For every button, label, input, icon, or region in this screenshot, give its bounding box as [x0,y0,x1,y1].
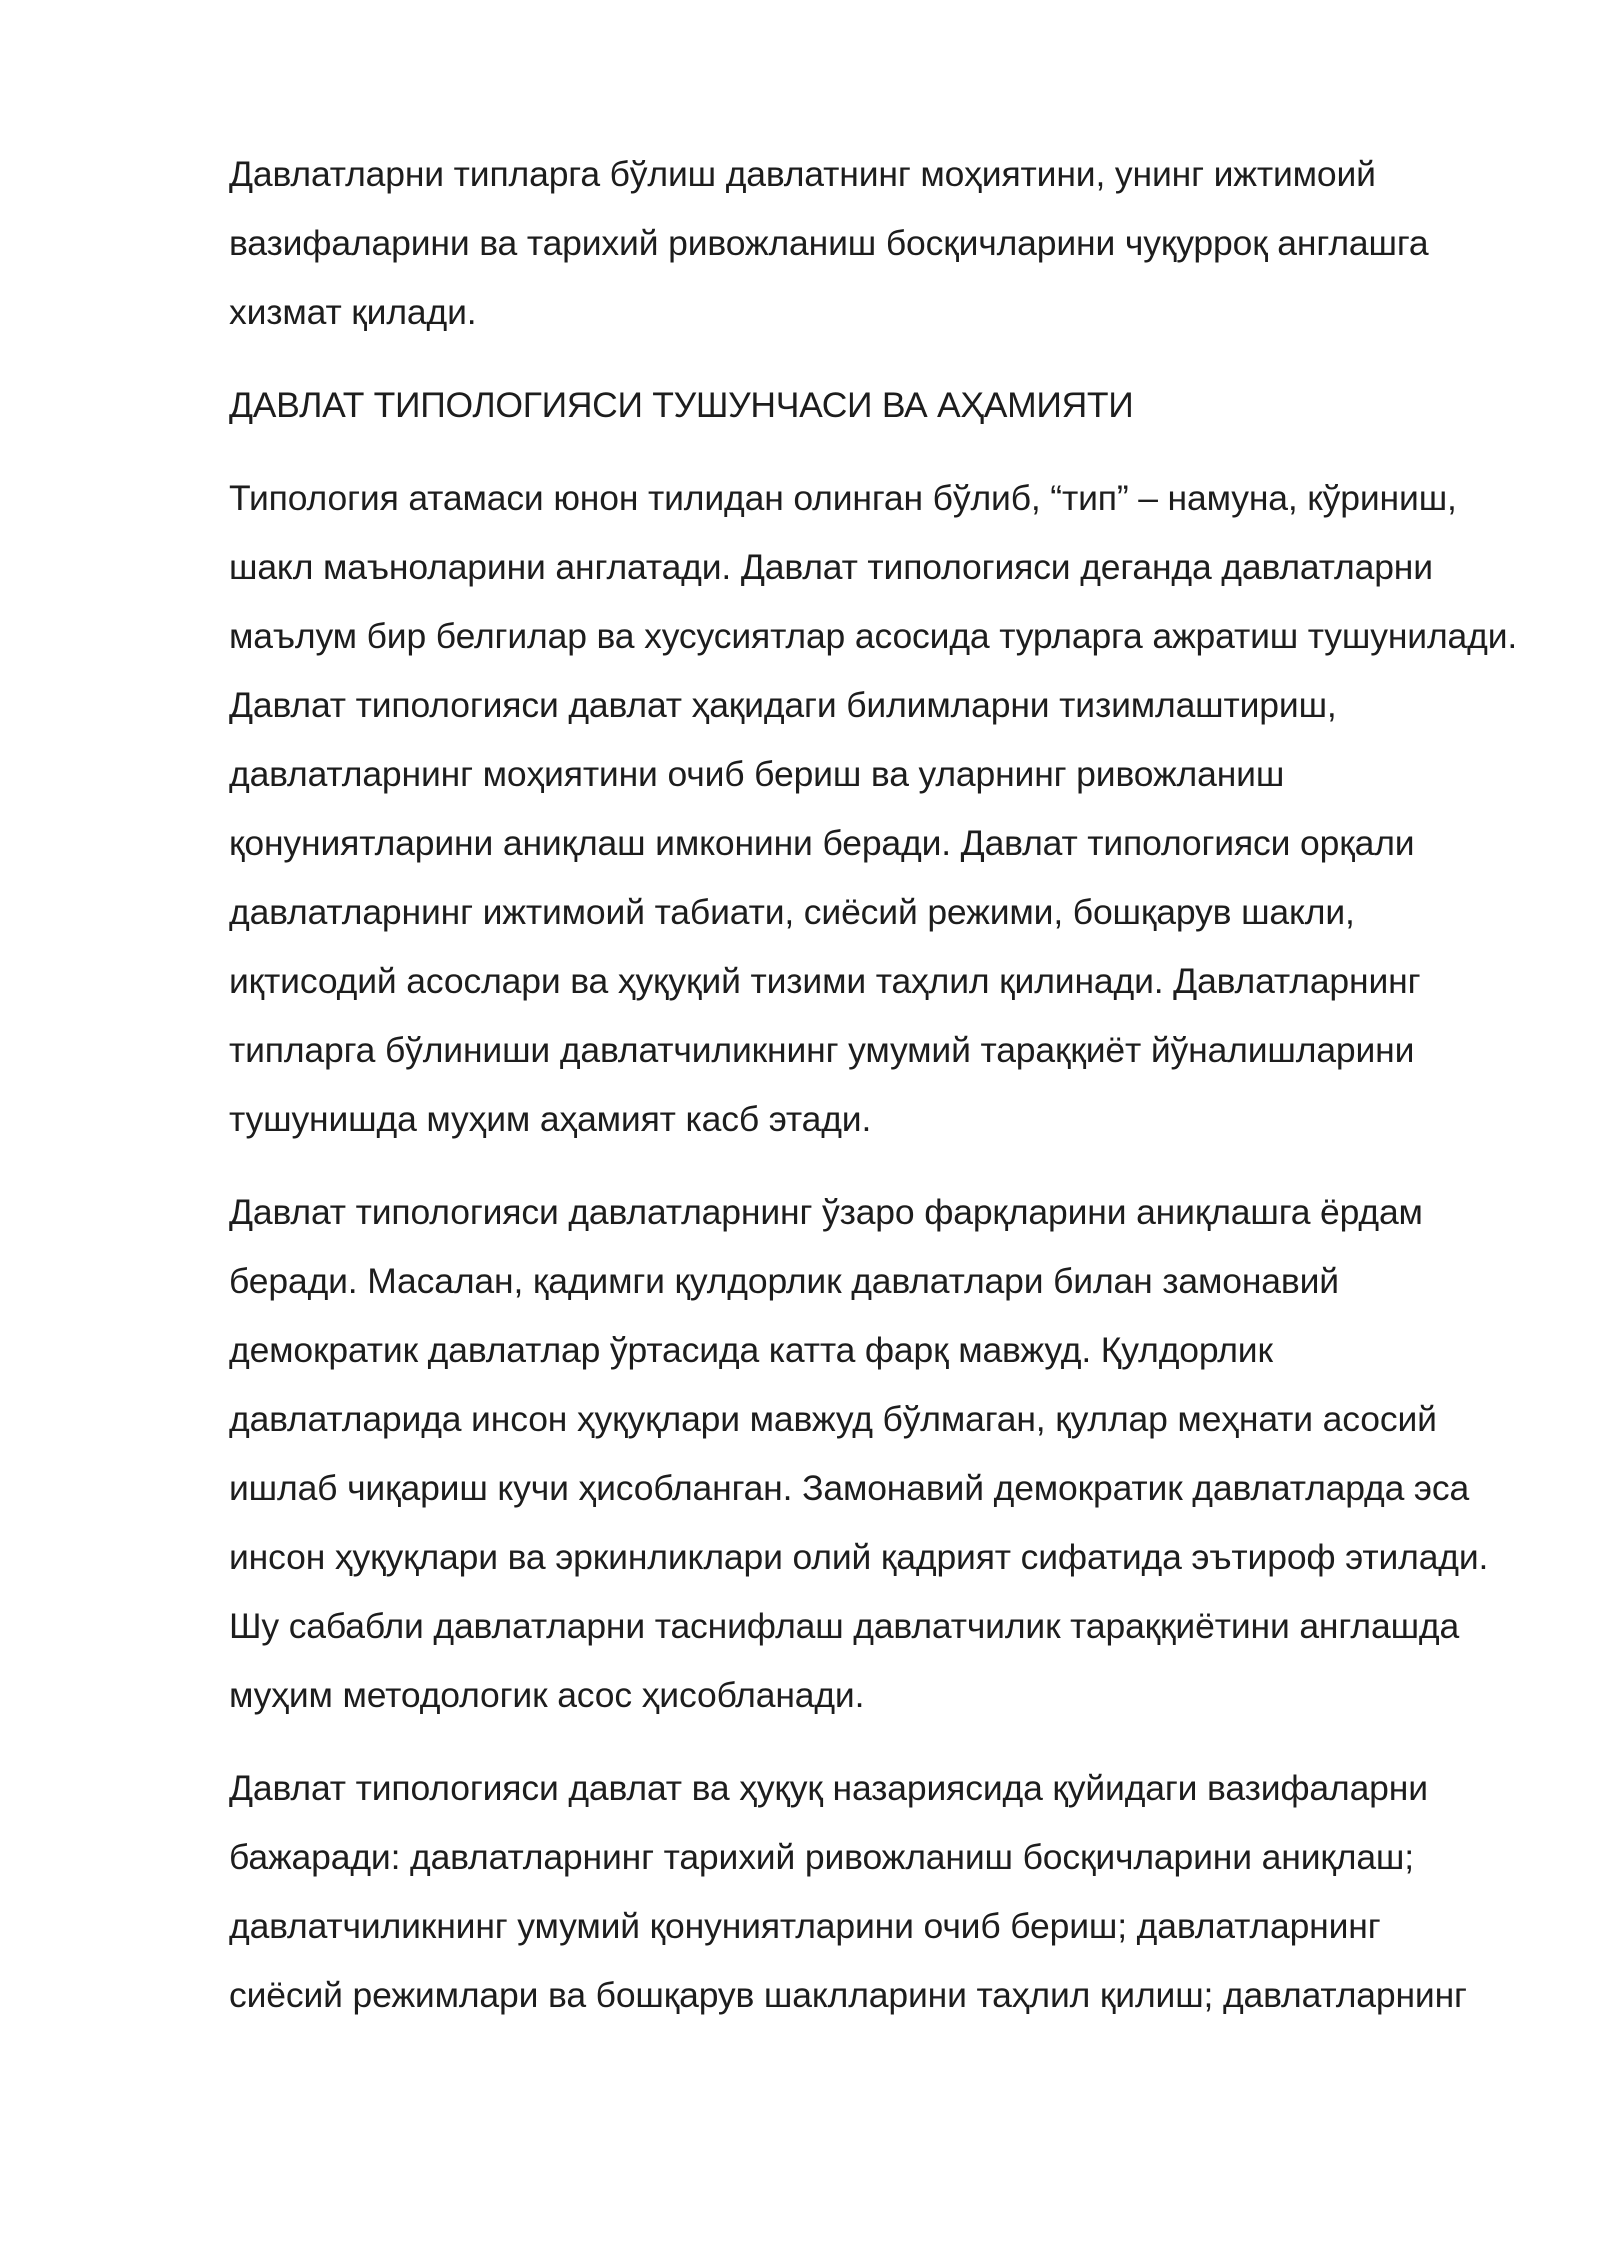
text-line: маълум бир белгилар ва хусусиятлар асосида турларга ажратиш тушунилади. [229,616,1518,656]
text-line: инсон ҳуқуқлари ва эркинликлари олий қадрият сифатида эътироф этилади. [229,1537,1489,1577]
text-line: қонуниятларини аниқлаш имконини беради. Давлат типологияси орқали [229,823,1415,863]
paragraph-3 [229,1754,1470,2030]
section-heading [229,371,1470,440]
intro-paragraph [229,140,1470,347]
paragraph-1 [229,464,1518,1154]
text-line: хизмат қилади. [229,292,477,332]
heading-text: ДАВЛАТ ТИПОЛОГИЯСИ ТУШУНЧАСИ ВА АҲАМИЯТИ [229,385,1134,425]
text-line: давлатчиликнинг умумий қонуниятларини очиб бериш; давлатларнинг [229,1906,1381,1946]
text-line: Шу сабабли давлатларни таснифлаш давлатчилик тараққиётини англашда [229,1606,1460,1646]
text-line: Давлат типологияси давлат ва ҳуқуқ назариясида қуйидаги вазифаларни [229,1768,1428,1808]
text-line: давлатларнинг моҳиятини очиб бериш ва уларнинг ривожланиш [229,754,1285,794]
text-line: давлатларнинг ижтимоий табиати, сиёсий режими, бошқарув шакли, [229,892,1355,932]
text-line: муҳим методологик асос ҳисобланади. [229,1675,865,1715]
text-line: тушунишда муҳим аҳамият касб этади. [229,1099,872,1139]
text-line: Типология атамаси юнон тилидан олинган бўлиб, “тип” – намуна, кўриниш, [229,478,1457,518]
text-line: типларга бўлиниши давлатчиликнинг умумий тараққиёт йўналишларини [229,1030,1415,1070]
text-line: ишлаб чиқариш кучи ҳисобланган. Замонавий демократик давлатларда эса [229,1468,1470,1508]
text-line: демократик давлатлар ўртасида катта фарқ мавжуд. Қулдорлик [229,1330,1273,1370]
text-line: Давлат типологияси давлат ҳақидаги билимларни тизимлаштириш, [229,685,1337,725]
text-line: иқтисодий асослари ва ҳуқуқий тизими таҳлил қилинади. Давлатларнинг [229,961,1421,1001]
text-line: давлатларида инсон ҳуқуқлари мавжуд бўлмаган, қуллар меҳнати асосий [229,1399,1437,1439]
paragraph-2 [229,1178,1489,1730]
text-line: Давлат типологияси давлатларнинг ўзаро фарқларини аниқлашга ёрдам [229,1192,1423,1232]
text-line: бажаради: давлатларнинг тарихий ривожланиш босқичларини аниқлаш; [229,1837,1414,1877]
text-line: Давлатларни типларга бўлиш давлатнинг моҳиятини, унинг ижтимоий [229,154,1376,194]
text-line: шакл маъноларини англатади. Давлат типологияси деганда давлатларни [229,547,1433,587]
text-line: вазифаларини ва тарихий ривожланиш босқичларини чуқурроқ англашга [229,223,1429,263]
text-line: сиёсий режимлари ва бошқарув шаклларини таҳлил қилиш; давлатларнинг [229,1975,1467,2015]
text-line: беради. Масалан, қадимги қулдорлик давлатлари билан замонавий [229,1261,1339,1301]
